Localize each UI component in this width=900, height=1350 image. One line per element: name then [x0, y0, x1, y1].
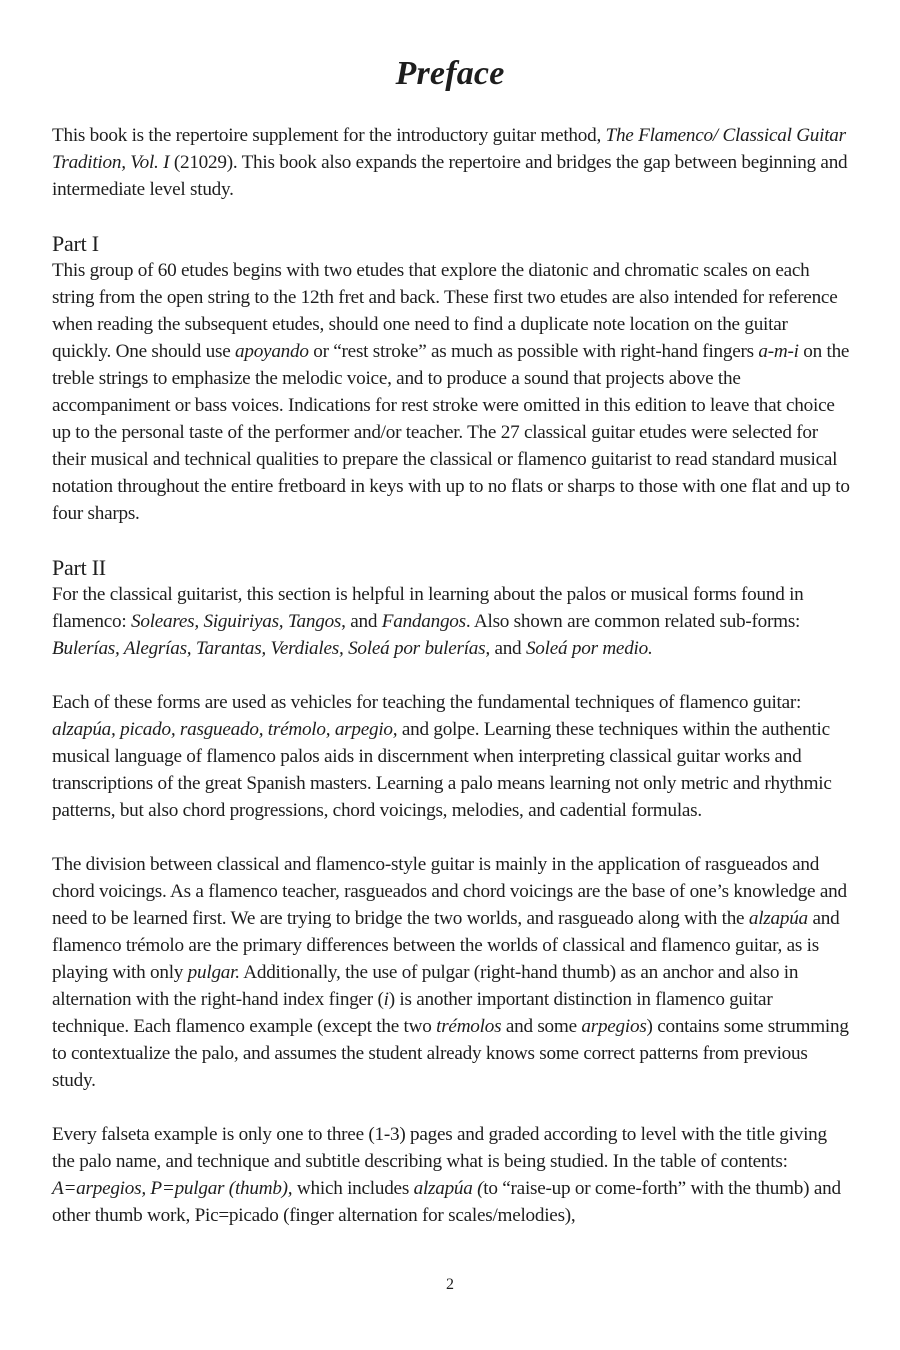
text-run: For the classical guitarist, this section is helpful in learning about the palos or musical forms found in flamenco: — [52, 584, 804, 632]
part-1-heading: Part I — [52, 231, 99, 256]
text-run: and — [489, 638, 526, 659]
italic-term: alzapúa, picado, rasgueado, trémolo, arpegio, — [52, 719, 398, 740]
text-run: Additionally, the use of pulgar (right-hand thumb) as an anchor and also in alternation with the right-hand index finger ( — [52, 962, 799, 1010]
text-run: and flamenco trémolo are the primary differences between the worlds of classical and flamenco guitar, as is playing with only — [52, 908, 840, 983]
italic-term: trémolos — [436, 1016, 502, 1037]
text-run: , and — [341, 611, 382, 632]
part-2-heading: Part II — [52, 555, 106, 580]
italic-term: apoyando — [235, 341, 309, 362]
italic-term: Soleares, Siguiriyas, Tangos — [131, 611, 342, 632]
part-2-paragraph-1 — [52, 581, 850, 662]
italic-term: Fandangos — [381, 611, 466, 632]
text-run: Each of these forms are used as vehicles for teaching the fundamental techniques of flamenco guitar: — [52, 692, 802, 713]
book-title: The Flamenco/ Classical Guitar Tradition, Vol. I — [52, 125, 846, 173]
intro-paragraph — [52, 122, 850, 203]
text-run: . Also shown are common related sub-forms: — [465, 611, 801, 632]
italic-term: a-m-i — [758, 341, 799, 362]
text-run: ) is another important distinction in flamenco guitar technique. Each flamenco example (except the two — [52, 989, 773, 1037]
text-run: (21029). This book also expands the repertoire and bridges the gap between beginning and intermediate level study. — [52, 152, 848, 200]
italic-term: pulgar. — [187, 962, 240, 983]
italic-term: Soleá por medio. — [525, 638, 653, 659]
text-run: or “rest stroke” as much as possible with right-hand fingers — [308, 341, 759, 362]
text-run: The division between classical and flamenco-style guitar is mainly in the application of rasgueados and chord voicings. As a flamenco teacher, rasgueados and chord voicings are the base of one’s knowledge and need to be learned first. We are trying to bridge the two worlds, and rasgueado along with the — [52, 854, 847, 929]
text-run: ) contains some strumming to contextualize the palo, and assumes the student already knows some correct patterns from previous study. — [52, 1016, 849, 1091]
part-2-paragraph-4 — [52, 1121, 850, 1229]
part-1-paragraph — [52, 257, 850, 527]
part-2-paragraph-2 — [52, 689, 850, 824]
page-number: 2 — [446, 1276, 454, 1293]
text-run: which includes — [292, 1178, 414, 1199]
text-run: Every falseta example is only one to three (1-3) pages and graded according to level with the title giving the palo name, and technique and subtitle describing what is being studied. In the table of contents: — [52, 1124, 827, 1172]
text-run: This group of 60 etudes begins with two etudes that explore the diatonic and chromatic scales on each string from the open string to the 12th fret and back. These first two etudes are also intended for reference when reading the subsequent etudes, should one need to find a duplicate note location on the guitar quickly. One should use — [52, 260, 838, 362]
text-run: and golpe. Learning these techniques within the authentic musical language of flamenco palos aids in discernment when interpreting classical guitar works and transcriptions of the great Spanish masters. Learning a palo means learning not only metric and rhythmic patterns, but also chord progressions, chord voicings, melodies, and cadential formulas. — [52, 719, 832, 821]
body-text — [52, 122, 850, 1256]
text-run: on the treble strings to emphasize the melodic voice, and to produce a sound that projects above the accompaniment or bass voices. Indications for rest stroke were omitted in this edition to leave that choice up to the personal taste of the performer and/or teacher. The 27 classical guitar etudes were selected for their musical and technical qualities to prepare the classical or flamenco guitarist to read standard musical notation throughout the entire fretboard in keys with up to no flats or sharps to those with one flat and up to four sharps. — [52, 341, 850, 524]
italic-term: Bulerías, Alegrías, Tarantas, Verdiales, Soleá por bulerías, — [52, 638, 490, 659]
italic-term: alzapúa ( — [413, 1178, 484, 1199]
italic-term: i — [383, 989, 389, 1010]
text-run: and some — [501, 1016, 582, 1037]
part-2-paragraph-3 — [52, 851, 850, 1094]
italic-term: A=arpegios, P=pulgar (thumb), — [52, 1178, 293, 1199]
italic-term: arpegios — [581, 1016, 647, 1037]
text-run: to “raise-up or come-forth” with the thumb) and other thumb work, Pic=picado (finger alternation for scales/melodies), — [52, 1178, 841, 1226]
page-title: Preface — [395, 55, 505, 92]
text-run: This book is the repertoire supplement for the introductory guitar method, — [52, 125, 606, 146]
italic-term: alzapúa — [748, 908, 808, 929]
